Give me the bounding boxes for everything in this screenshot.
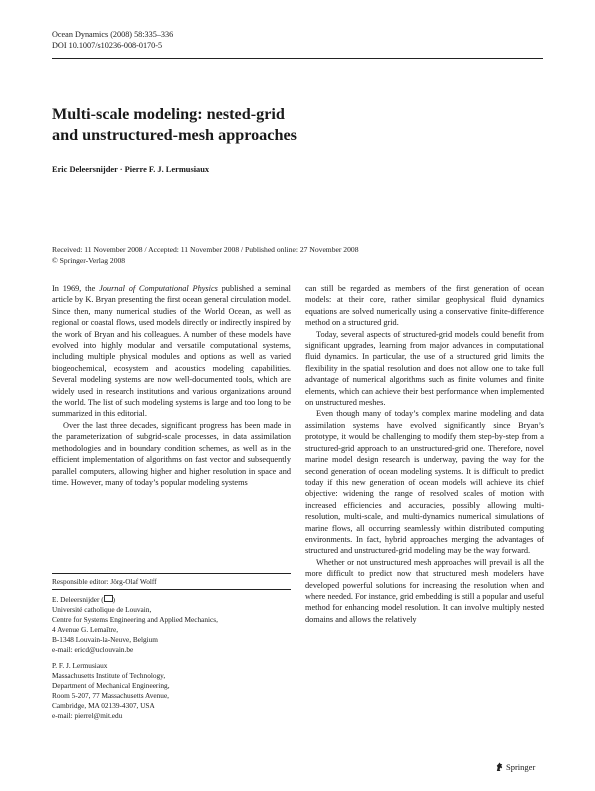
- paragraph: Even though many of today’s complex marine modeling and data assimilation systems have evolved significantly since Bryan’s prototype, it would be challenging to modify them step-by-step from a structured-grid approach to an unstructured-grid one. Therefore, novel marine model design research is underway, paving the way for the second generation of ocean modeling systems. It is difficult to predict today if this new generation of ocean models will achieve its chief objective: widening the range of resolved scales of motion with increased efficiencies and accuracies, possibly allowing multi-resolution, multi-scale, and multi-dynamics numerical simulations of marine flows, all occurring seamlessly within distributed computing environments. In fact, hybrid approaches merging the advantages of structured and unstructured-grid modeling may be the way forward.: [305, 409, 544, 556]
- paragraph-text: In 1969, the: [52, 284, 100, 293]
- author-name-close: ): [112, 595, 116, 604]
- body-column-right: [305, 283, 544, 625]
- author-email[interactable]: e-mail: ericd@uclouvain.be: [52, 645, 134, 654]
- affiliation-line: 4 Avenue G. Lemaître,: [52, 625, 119, 634]
- article-title: [52, 104, 532, 146]
- affiliation-line: B-1348 Louvain-la-Neuve, Belgium: [52, 635, 158, 644]
- affiliation-line: Department of Mechanical Engineering,: [52, 681, 170, 690]
- paragraph: Whether or not unstructured mesh approaches will prevail is all the more difficult to predict now that structured mesh modelers have developed powerful solutions for increasing the resolution when and where needed. For instance, grid embedding is still a popular and useful method for enhancing model resolution. It can involve multiply nested domains and allows the relatively: [305, 557, 544, 624]
- affiliation-line: Université catholique de Louvain,: [52, 605, 152, 614]
- affiliation-line: Centre for Systems Engineering and Applied Mechanics,: [52, 615, 218, 624]
- envelope-icon[interactable]: [104, 595, 116, 604]
- journal-header: [52, 29, 173, 51]
- publisher-logo: [495, 762, 535, 772]
- footnotes: [52, 573, 291, 727]
- publication-dates: [52, 244, 359, 266]
- springer-horse-icon: [495, 762, 504, 772]
- author-list: Eric Deleersnijder · Pierre F. J. Lermusiaux: [52, 165, 210, 174]
- date-history: Received: 11 November 2008 / Accepted: 11 November 2008 / Published online: 27 November 2008: [52, 245, 359, 254]
- paragraph: [52, 283, 291, 420]
- publisher-name: Springer: [506, 762, 536, 772]
- affiliation-line: P. F. J. Lermusiaux: [52, 661, 108, 670]
- body-column-left: [52, 283, 291, 488]
- author-name: E. Deleersnijder (: [52, 595, 104, 604]
- paragraph: can still be regarded as members of the first generation of ocean models: at their core, rather similar geophysical fluid dynamics equations are solved numerically using a conservative finite-difference method on a structured grid.: [305, 284, 544, 328]
- journal-doi[interactable]: DOI 10.1007/s10236-008-0170-5: [52, 41, 163, 50]
- author-affiliation-1: [52, 595, 291, 655]
- title-line-1: Multi-scale modeling: nested-grid: [52, 105, 285, 123]
- author-name-line: [52, 595, 291, 605]
- journal-citation: Ocean Dynamics (2008) 58:335–336: [52, 30, 174, 39]
- paragraph: Today, several aspects of structured-grid models could benefit from significant upgrades, learning from major advances in computational fluid dynamics. In particular, the use of a structured grid limits the flexibility in the spatial resolution and does not allow one to take full advantage of numerical algorithms such as finite volumes and finite elements, which can achieve their best performance when implemented on unstructured meshes.: [305, 329, 544, 408]
- affiliation-line: Massachusetts Institute of Technology,: [52, 671, 166, 680]
- paragraph: Over the last three decades, significant progress has been made in the parameterization of subgrid-scale processes, in data assimilation methodologies and in boundary condition schemes, as well as in the efficient implementation of algorithms on fast vector and subsequently parallel computers, allowing higher and higher resolution in space and time. However, many of today’s popular modeling systems: [52, 420, 291, 487]
- affiliation-line: Cambridge, MA 02139-4307, USA: [52, 701, 155, 710]
- paragraph-text: published a seminal article by K. Bryan presenting the first ocean general circulation model. Since then, many numerical studies of the World Ocean, as well as regional or coastal flows, used models directly or indirectly inspired by the work of Bryan and his colleagues. A number of these models have evolved into highly modular and versatile computational systems, including multiple physical modules and options as well as varied biogeochemical, ecosystem and acoustics modeling capabilities. Several modeling systems are now well-documented tools, which are widely used in research institutions and various organizations around the world. The list of such modeling systems is large and too long to be summarized in this editorial.: [52, 284, 291, 419]
- footnote-rule: [52, 573, 291, 574]
- author-email[interactable]: e-mail: pierrel@mit.edu: [52, 711, 123, 720]
- title-line-2: and unstructured-mesh approaches: [52, 126, 297, 144]
- author-affiliation-2: [52, 661, 291, 721]
- affiliation-line: Room 5-207, 77 Massachusetts Avenue,: [52, 691, 170, 700]
- copyright-notice: © Springer-Verlag 2008: [52, 256, 126, 265]
- responsible-editor: Responsible editor: Jörg-Olaf Wolff: [52, 577, 291, 590]
- header-rule: [52, 58, 543, 59]
- journal-name-italic: Journal of Computational Physics: [99, 284, 218, 293]
